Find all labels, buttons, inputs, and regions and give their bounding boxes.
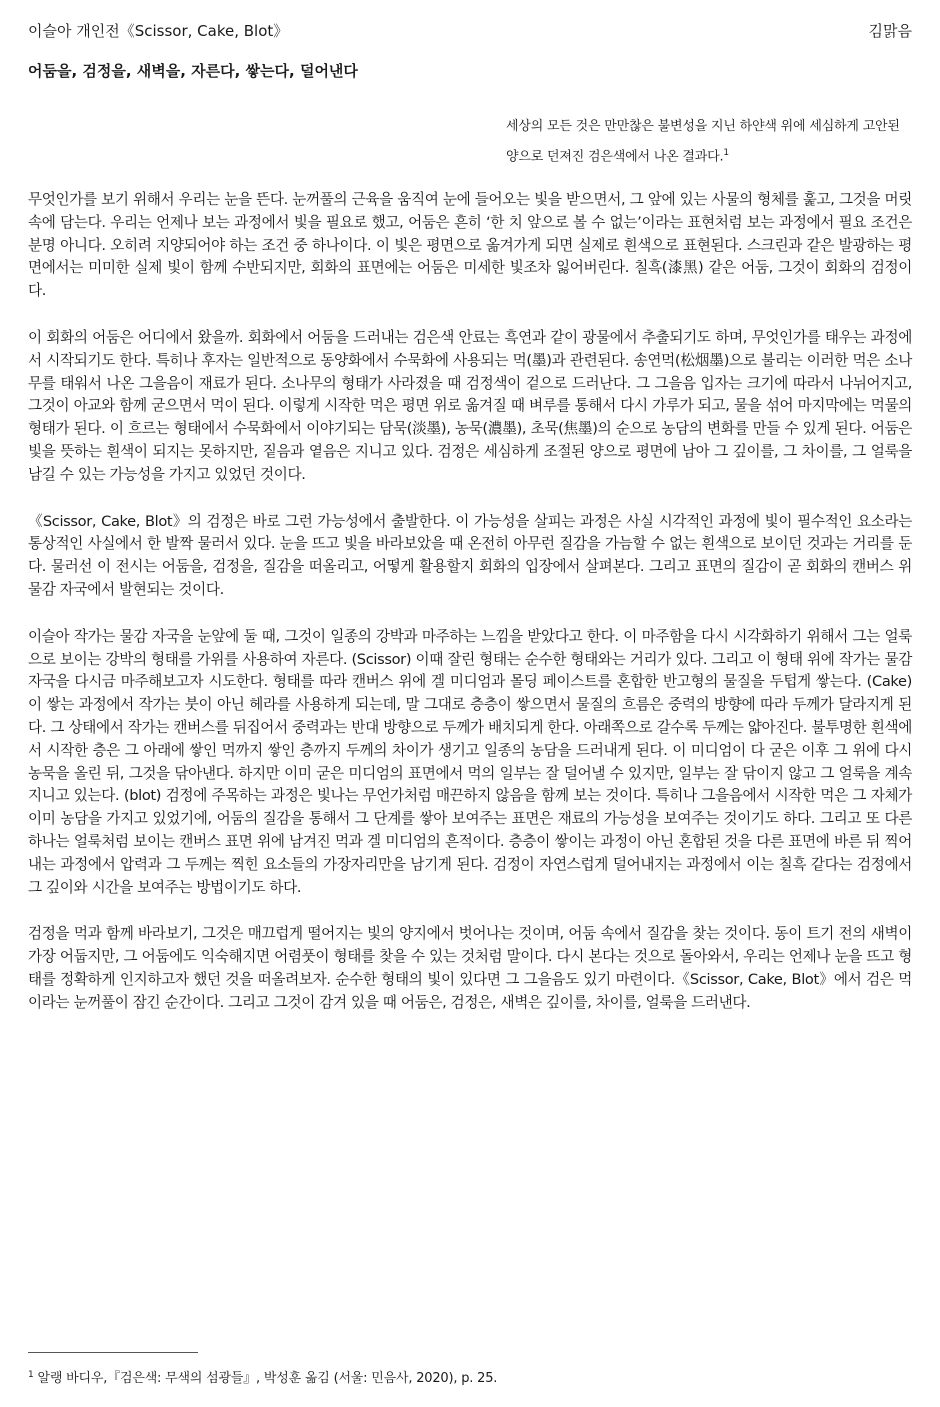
paragraph-4: 이슬아 작가는 물감 자국을 눈앞에 둘 때, 그것이 일종의 강박과 마주하는 느낌을 받았다고 한다. 이 마주함을 다시 시각화하기 위해서 그는 얼룩으로 보이는 강박의 형태를 가위를 사용하여 자른다. (Scissor) 이때 잘린 형태는 순수한 형태와는 거리가 있다. 그리고 이 형태 위에 작가는 물감 자국을 다시금 마주해보고자 시도한다. 형태를 따라 캔버스 위에 겔 미디엄과 몰딩 페이스트를 혼합한 반고형의 물질을 두텁게 쌓는다. (Cake) 이 쌓는 과정에서 작가는 붓이 아닌 헤라를 사용하게 되는데, 말 그대로 층층이 쌓으면서 물질의 흐름은 중력의 방향에 따라 두께가 달라지게 된다. 그 상태에서 작가는 캔버스를 뒤집어서 중력과는 반대 방향으로 두께가 배치되게 한다. 아래쪽으로 갈수록 두께는 얇아진다. 불투명한 흰색에서 시작한 층은 그 아래에 쌓인 먹까지 쌓인 층까지 두께의 차이가 생기고 일종의 농담을 드러내게 된다. 이 미디엄이 다 굳은 이후 그 위에 다시 농묵을 올린 뒤, 그것을 닦아낸다. 하지만 이미 굳은 미디엄의 표면에서 먹의 일부는 잘 덜어낼 수 있지만, 일부는 잘 닦이지 않고 그 얼룩을 계속 지니고 있는다. (blot) 검정에 주목하는 과정은 빛나는 무언가처럼 매끈하지 않음을 함께 보는 것이다. 특히나 그을음에서 시작한 먹은 그 자체가 이미 농담을 가지고 있었기에, 어둠의 질감을 통해서 그 단계를 쌓아 보여주는 표면은 재료의 가능성을 보여주는 것이기도 하다. 그리고 또 다른 하나는 얼룩처럼 보이는 캔버스 표면 위에 남겨진 먹과 겔 미디엄의 흔적이다. 층층이 쌓이는 과정이 아닌 혼합된 것을 다른 표면에 바른 뒤 찍어내는 과정에서 압력과 그 두께는 찍힌 요소들의 가장자리만을 남기게 된다. 검정이 자연스럽게 덜어내지는 과정에서 이는 칠흑 같다는 검정에서 그 깊이와 시간을 보여주는 방법이기도 하다.	[28, 627, 912, 896]
epigraph-quote	[506, 114, 914, 170]
epigraph-text: 세상의 모든 것은 만만찮은 불변성을 지닌 하얀색 위에 세심하게 고안된 양으로 던져진 검은색에서 나온 결과다.	[506, 119, 900, 165]
footnote	[28, 1367, 908, 1386]
essay-title: 어둠을, 검정을, 새벽을, 자른다, 쌓는다, 덜어낸다	[28, 62, 358, 80]
footnote-text: 알랭 바디우,『검은색: 무색의 섬광들』, 박성훈 옮김 (서울: 민음사, 2020), p. 25.	[37, 1371, 498, 1386]
footnote-divider	[28, 1352, 198, 1353]
footnote-reference[interactable]: 1	[723, 148, 729, 158]
paragraph-5: 검정을 먹과 함께 바라보기, 그것은 매끄럽게 떨어지는 빛의 양지에서 벗어나는 것이며, 어둠 속에서 질감을 찾는 것이다. 동이 트기 전의 새벽이 가장 어둡지만, 그 어둠에도 익숙해지면 어렴풋이 형태를 찾을 수 있는 것처럼 말이다. 다시 본다는 것으로 돌아와서, 우리는 언제나 눈을 뜨고 형태를 정확하게 인지하고자 했던 것을 떠올려보자. 순수한 형태의 빛이 있다면 그 그을음도 있기 마련이다.《Scissor, Cake, Blot》에서 검은 먹이라는 눈꺼풀이 잠긴 순간이다. 그리고 그것이 감겨 있을 때 어둠은, 검정은, 새벽은 깊이를, 차이를, 얼룩을 드러낸다.	[28, 925, 912, 1011]
paragraph-3: 《Scissor, Cake, Blot》의 검정은 바로 그런 가능성에서 출발한다. 이 가능성을 살피는 과정은 사실 시각적인 과정에 빛이 필수적인 요소라는 통상적인 사실에서 한 발짝 물러서 있다. 눈을 뜨고 빛을 바라보았을 때 온전히 아무런 질감을 가늠할 수 없는 흰색으로 보이던 것과는 거리를 둔다. 물러선 이 전시는 어둠을, 검정을, 질감을 떠올리고, 어떻게 활용할지 회화의 입장에서 살펴본다. 그리고 표면의 질감이 곧 회화의 캔버스 위 물감 자국에서 발현되는 것이다.	[28, 512, 912, 598]
paragraph-2: 이 회화의 어둠은 어디에서 왔을까. 회화에서 어둠을 드러내는 검은색 안료는 흑연과 같이 광물에서 추출되기도 하며, 무엇인가를 태우는 과정에서 시작되기도 한다. 특히나 후자는 일반적으로 동양화에서 수묵화에 사용되는 먹(墨)과 관련된다. 송연먹(松烟墨)으로 불리는 이러한 먹은 소나무를 태워서 나온 그을음이 재료가 된다. 소나무의 형태가 사라졌을 때 검정색이 겉으로 드러난다. 그 그을음 입자는 크기에 따라서 나뉘어지고, 그것이 아교와 함께 굳으면서 먹이 된다. 이렇게 시작한 먹은 평면 위로 옮겨질 때 벼루를 통해서 다시 가루가 되고, 물을 섞어 마지막에는 먹물의 형태가 된다. 이 흐르는 형태에서 수묵화에서 이야기되는 담묵(淡墨), 농묵(濃墨), 초묵(焦墨)의 순으로 농담의 변화를 만들 수 있게 된다. 어둠은 빛을 뜻하는 흰색이 되지는 못하지만, 짙음과 옅음은 지니고 있다. 검정은 세심하게 조절된 양으로 평면에 남아 그 깊이를, 그 차이를, 그 얼룩을 남길 수 있는 가능성을 가지고 있었던 것이다.	[28, 328, 912, 483]
essay-body	[28, 189, 912, 1039]
paragraph-1: 무엇인가를 보기 위해서 우리는 눈을 뜬다. 눈꺼풀의 근육을 움직여 눈에 들어오는 빛을 받으면서, 그 앞에 있는 사물의 형체를 훑고, 그것을 머릿속에 담는다. 우리는 언제나 보는 과정에서 빛을 필요로 했고, 어둠은 흔히 ‘한 치 앞으로 볼 수 없는’이라는 표현처럼 보는 과정에서 필요 조건은 분명 아니다. 오히려 지양되어야 하는 조건 중 하나이다. 이 빛은 평면으로 옮겨가게 되면 실제로 흰색으로 표현된다. 스크린과 같은 발광하는 평면에서는 미미한 실제 빛이 함께 수반되지만, 회화의 표면에는 어둠은 미세한 빛조차 잃어버린다. 칠흑(漆黑) 같은 어둠, 그것이 회화의 검정이다.	[28, 191, 912, 300]
author-name: 김맑음	[868, 22, 912, 40]
page-header	[28, 20, 912, 41]
footnote-number: 1	[28, 1369, 34, 1380]
exhibition-title: 이슬아 개인전《Scissor, Cake, Blot》	[28, 22, 289, 40]
